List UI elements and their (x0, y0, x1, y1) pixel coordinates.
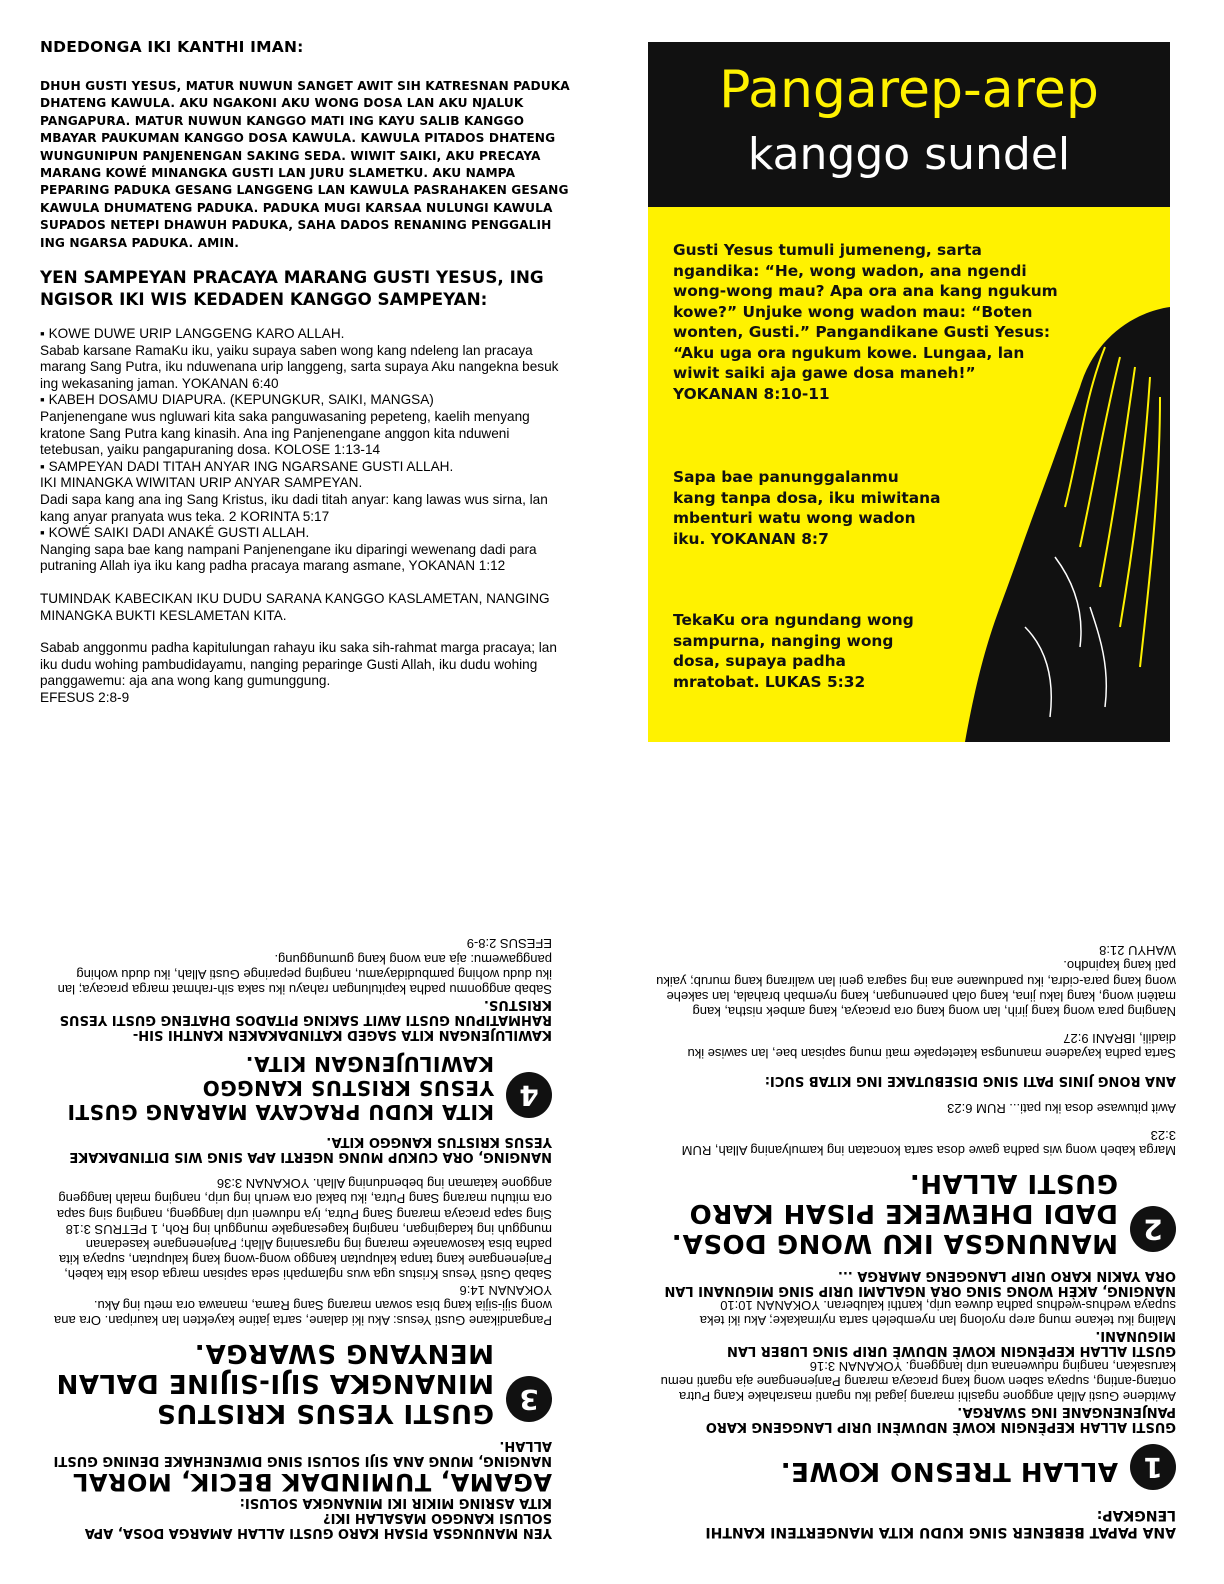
section-1-number: 1 (1130, 1444, 1176, 1490)
section-2-heading: MANUNGSA IKU WONG DOSA. DADI DHEWEKE PISAH KARO GUSTI ALLAH. (671, 1167, 1118, 1258)
works-ref: EFESUS 2:8-9 (40, 689, 130, 705)
cover-quote-1: Gusti Yesus tumuli jumeneng, sarta ngandika: “He, wong wadon, ana ngendi wong-wong mau? Apa ora ana kang ngukum kowe?” Unjuke wong wadon mau: “Boten wonten, Gusti.” Pangandikane Gusti Yesus: “Aku uga ora ngukum kowe. Lungaa, lan wiwit saiki aja gawe dosa maneh!” YOKANAN 8:10-11 (673, 241, 1058, 403)
section-2-text-4: Nanging para wong kang jirih, lan wong kang ora pracaya, kang ambek nistha, kang matèni wong, kang laku jina, kang olah panenungan, kang nyembah brahala, lan sakehe wong kang para-cidra, iku panduмane ana ing sagara geni lan walirang kang murub; yaiku pati kang kapindho. (656, 958, 1176, 1019)
section-1-text-2: Maling iku tekane mung arep nyolong lan nyembeleh sarta nyirnakake; Aku iki teka supaya wedhus-wedhus padha duwea urip, kanthi kaluberan. YOKANAN 10:10 (699, 1298, 1176, 1329)
section-3-heading: GUSTI YESUS KRISTUS MINANGKA SIJI-SIJINE DALAN MENYANG SWARGA. (56, 1338, 494, 1428)
prayer-text: DHUH GUSTI YESUS, MATUR NUWUN SANGET AWIT SIH KATRESNAN PADUKA DHATENG KAWULA. AKU NGAKONI AKU WONG DOSA LAN AKU NJALUK PANGAPURA. MATUR NUWUN KANGGO MATI ING KAYU SALIB KANGGO MBAYAR PAUKUMAN KANGGO DOSA KAWULA. KAWULA PITADOS DHATENG WUNGUNIPUN PANJENENGAN SAKING SEDA. WIWIT SAIKI, AKU PRECAYA MARANG KOWÉ MINANGKA GUSTI LAN JURU SLAMETKU. AKU NAMPA PEPARING PADUKA GESANG LANGGENG LAN KAWULA PASRAHAKEN GESANG KAWULA DHUMATENG PADUKA. PADUKA MUGI KARSAA NULUNGI KAWULA SUPADOS NETEPI DHAWUH PADUKA, SAHA DADOS RENANING PENGGALIH ING NGARSA PADUKA. AMIN. (40, 79, 570, 250)
section-4-caption: KAWILUJENGAN KITA SAGED KATINDAKAKEN KANTHI SIH-RAHMATIPUN GUSTI AWIT SAKING PITADOS DHATENG GUSTI YESUS KRISTUS. (59, 996, 552, 1042)
cover-quote-2: Sapa bae panunggalanmu kang tanpa dosa, iku miwitana mbenturi watu wong wadon iku. YOKANAN 8:7 (673, 468, 941, 548)
section-2-text: Marga kabeh wong wis padha gawe dosa sarta koncatan ing kamulyaning Allah, RUM 3:23 (681, 1127, 1176, 1158)
believe-heading: YEN SAMPEYAN PRACAYA MARANG GUSTI YESUS, ING NGISOR IKI WIS KEDADEN KANGGO SAMPEYAN: (40, 267, 544, 310)
section-3-number: 3 (506, 1376, 552, 1422)
section-4-heading: KITA KUDU PRACAYA MARANG GUSTI YESUS KRISTUS KANGGO KAWILUJENGAN KITA. (67, 1051, 494, 1124)
section-1-heading: ALLAH TRESNO KOWE. (780, 1456, 1118, 1486)
cover-title-line2: kanggo sundel (747, 129, 1071, 180)
solution-options: AGAMA, TUMINDAK BECIK, MORAL (72, 1468, 552, 1496)
benefit-4-text: Nanging sapa bae kang nampani Panjenengane iku diparingi wewenang dadi para putraning Allah iya iku kang padha pracaya marang asmane, YOKANAN 1:12 (40, 541, 537, 574)
section-4-text: Sabab anggonmu padha kapitulungan rahayu iku saka sih-rahmat marga pracaya; lan iku dudu wohing pambudidayamu, nanging peparinge Gusti Allah, iku dudu wohing panggawemu: aja ana wong kang gumunggung. (57, 951, 552, 997)
section-1-caption-2: GUSTI ALLAH KEPÈNGIN KOWÈ NDUWÈ URIP SING LUBER LAN MIGUNANI. (727, 1328, 1176, 1359)
cover-panel (648, 42, 1170, 742)
section-3-text: Pangandikane Gusti Yesus: Aku iki dalane, sarta jatine kayekten lan kauripan. Ora ana wong siji-sijia kang bisa sowan marang Sang Rama, manawa ora metu ing Aku. YOKANAN 14:6 (54, 1282, 552, 1328)
benefit-2-text: Panjenengane wus ngluwari kita saka panguwasaning pepeteng, kaelih menyang kratone Sang Putra kang kinasih. Ana ing Panjenengane anggon kita nduweni tetebusan, yaiku pangapuraning dosa. KOLOSE 1:13-14 (40, 409, 530, 458)
prayer-title: NDEDONGA IKI KANTHI IMAN: (40, 38, 304, 56)
section-3-text-3: Sing sapa pracaya marang Sang Putra, iya nduweni urip langgeng, nanging sing sapa ora mituhu marang Sang Putra, iku bakal ora weruh ing urip, nanging malah langgeng anggone kataman ing bebenduning Allah. YOKANAN 3:36 (56, 1176, 552, 1222)
benefit-4-title: ▪ KOWÉ SAIKI DADI ANAKÉ GUSTI ALLAH. (40, 525, 310, 541)
section-2-caption: ANA RONG JINIS PATI SING DISEBUTAKE ING KITAB SUCI: (764, 1073, 1176, 1089)
section-2-ref: WAHYU 21:8 (1099, 943, 1176, 959)
four-truths-intro: ANA PAPAT BEBENER SING KUDU KITA MANGERTENI KANTHI LENGKAP: (705, 1507, 1176, 1540)
truths-panel-1-2 (648, 840, 1178, 1540)
section-1-caption: GUSTI ALLAH KEPÈNGIN KOWÈ NDUWÈNI URIP LANGGENG KARO PANJENENGANE ING SWARGA. (705, 1404, 1176, 1434)
section-2-number: 2 (1130, 1206, 1176, 1252)
section-1-text: Awitdene Gusti Allah anggone ngasihi marang jagad iku nganti masrahake Kang Putra ontang-anting, supaya saben wong kang pracaya marang Panjenengane aja nganti nemu karusakan, nanging nduwenana urip langgeng. YOKANAN 3:16 (660, 1358, 1176, 1404)
works-text: Sabab anggonmu padha kapitulungan rahayu iku saka sih-rahmat marga pracaya; lan iku dudu wohing pambudidayamu, nanging peparinge Gusti Allah, iku dudu wohing panggawemu: aja ana wong kang gumunggung. (40, 640, 557, 689)
prayer-panel (40, 38, 570, 738)
solution-intro: YEN MANUNGSA PISAH KARO GUSTI ALLAH AMARGA DOSA, APA SOLUSI KANGGO MASALAH IKI? (84, 1510, 552, 1540)
benefit-3-sub: IKI MINANGKA WIWITAN URIP ANYAR SAMPEYAN. (40, 475, 363, 491)
section-1-caption-3: NANGING, AKÈH WONG SING ORA NGALAMI URIP SING MIGUNANI LAN ORA YAKIN KARO URIP LANGGENG AMARGA ... (664, 1267, 1176, 1298)
section-2-text-2: Awit pituwase dosa iku pati... RUM 6:23 (947, 1100, 1176, 1116)
solution-intro-2: KITA ASRING MIKIR IKI MINANGKA SOLUSI: (239, 1495, 552, 1510)
benefit-1-text: Sabab karsane RamaKu iku, yaiku supaya saben wong kang ndeleng lan pracaya marang Sang Putra, iku nduwenana urip langgeng, sarta supaya Aku nangekna besuk ing wekasaning jaman. YOKANAN 6:40 (40, 342, 559, 391)
solution-intro-3: NANGING, MUNG ANA SIJI SOLUSI SING DIWENEHAKE DENING GUSTI ALLAH. (53, 1438, 552, 1468)
benefit-3-title: ▪ SAMPEYAN DADI TITAH ANYAR ING NGARSANE GUSTI ALLAH. (40, 458, 454, 474)
benefit-3-text: Dadi sapa kang ana ing Sang Kristus, iku dadi titah anyar: kang lawas wus sirna, lan kang anyar pranyata wus teka. 2 KORINTA 5:17 (40, 492, 548, 524)
section-2-text-3: Sarta padha kayadene manungsa katetepake mati mung sapisan bae, lan sawise iku diadili, IBRANI 9:27 (687, 1031, 1176, 1062)
benefit-2-title: ▪ KABEH DOSAMU DIAPURA. (KEPUNGKUR, SAIKI, MANGSA) (40, 392, 434, 408)
section-3-text-2: Sabab Gusti Yesus Kristus uga wus nglampahi seda sapisan marga dosa kita kabeh, Panjenengane kang tanpa kaluputan kanggo wong-wong kang kaluputan, supaya kita padha bisa kasowanake marang ing ngarsaning Allah; Panjenengane kasedanan mungguh ing kadagingan, nanging kagesangake mungguh ing Roh, 1 PETRUS 3:18 (59, 1221, 552, 1283)
cover-title-line1: Pangarep-arep (719, 60, 1099, 120)
benefit-1-title: ▪ KOWE DUWE URIP LANGGENG KARO ALLAH. (40, 326, 345, 342)
cover-quote-3: TekaKu ora ngundang wong sampurna, nanging wong dosa, supaya padha mratobat. LUKAS 5:32 (673, 611, 914, 691)
section-4-ref: EFESUS 2:8-9 (466, 936, 552, 952)
section-4-number: 4 (506, 1072, 552, 1118)
truths-panel-3-4 (40, 840, 570, 1540)
section-3-caption: NANGING, ORA CUKUP MUNG NGERTI APA SING WIS DITINDAKAKE YESUS KRISTUS KANGGO KITA. (69, 1133, 552, 1164)
works-title: TUMINDAK KABECIKAN IKU DUDU SARANA KANGGO KASLAMETAN, NANGING MINANGKA BUKTI KESLAMETAN KITA. (40, 590, 550, 623)
